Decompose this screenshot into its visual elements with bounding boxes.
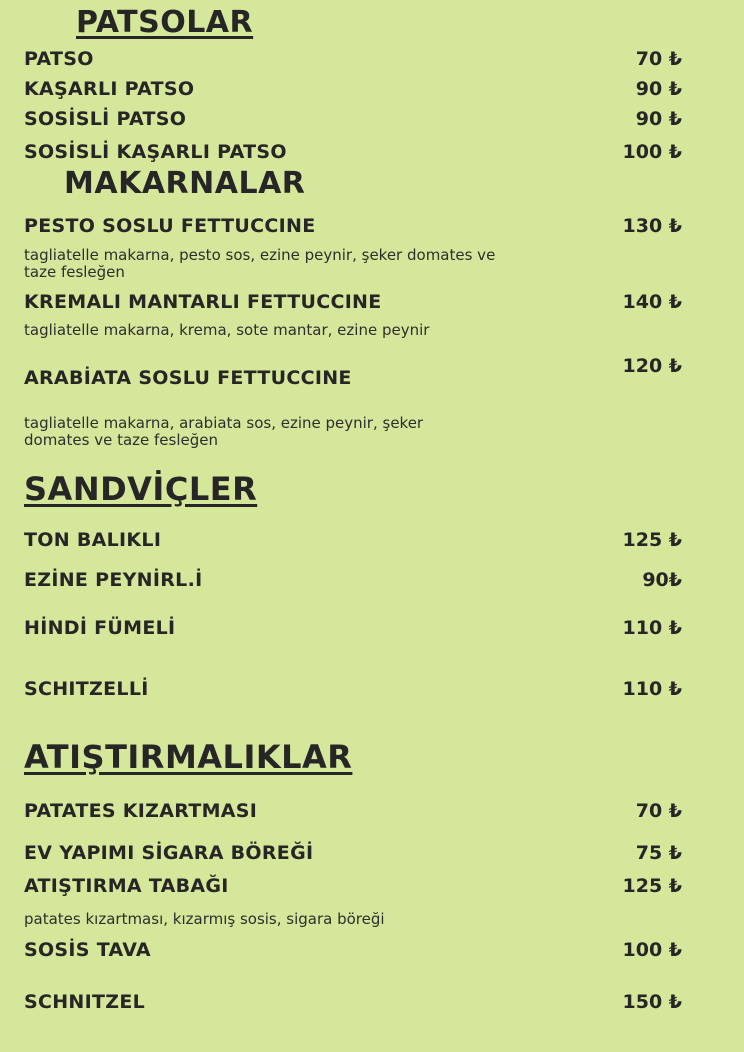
- section-title-makarnalar: MAKARNALAR: [64, 166, 306, 201]
- menu-item-price: 70 ₺: [635, 800, 682, 822]
- menu-item-description: tagliatelle makarna, pesto sos, ezine peynir, şeker domates ve taze fesleğen: [24, 246, 496, 281]
- menu-item-name: KREMALI MANTARLI FETTUCCINE: [24, 291, 382, 313]
- section-title-patsolar: PATSOLAR: [76, 5, 254, 40]
- menu-item-name: TON BALIKLI: [24, 529, 162, 551]
- menu-item-name: SOSİSLİ PATSO: [24, 108, 187, 130]
- menu-item-name: ARABİATA SOSLU FETTUCCINE: [24, 367, 352, 389]
- menu-item-price: 90 ₺: [635, 78, 682, 100]
- menu-item-name: PATATES KIZARTMASI: [24, 800, 258, 822]
- menu-item-price: 140 ₺: [622, 291, 682, 313]
- menu-item-name: SCHITZELLİ: [24, 678, 149, 700]
- menu-item-name: SCHNITZEL: [24, 991, 146, 1013]
- menu-item-name: SOSİS TAVA: [24, 939, 151, 961]
- menu-item-price: 70 ₺: [635, 48, 682, 70]
- menu-item-name: KAŞARLI PATSO: [24, 78, 195, 100]
- section-title-sandvicler: SANDVİÇLER: [24, 470, 258, 508]
- menu-item-price: 100 ₺: [622, 939, 682, 961]
- menu-item-name: PATSO: [24, 48, 94, 70]
- menu-item-price: 125 ₺: [622, 875, 682, 897]
- menu-item-price: 130 ₺: [622, 215, 682, 237]
- menu-item-name: ATIŞTIRMA TABAĞI: [24, 875, 229, 897]
- menu-item-name: PESTO SOSLU FETTUCCINE: [24, 215, 316, 237]
- menu-item-price: 90 ₺: [635, 108, 682, 130]
- menu-item-name: SOSİSLİ KAŞARLI PATSO: [24, 141, 287, 163]
- menu-item-price: 150 ₺: [622, 991, 682, 1013]
- menu-item-name: EZİNE PEYNİRL.İ: [24, 569, 203, 591]
- menu-item-price: 90₺: [642, 569, 682, 591]
- menu-item-description: tagliatelle makarna, arabiata sos, ezine peynir, şeker domates ve taze fesleğen: [24, 414, 424, 449]
- menu-item-price: 110 ₺: [622, 617, 682, 639]
- menu-item-price: 100 ₺: [622, 141, 682, 163]
- menu-item-price: 120 ₺: [622, 355, 682, 377]
- menu-item-description: patates kızartması, kızarmış sosis, sigara böreği: [24, 910, 385, 928]
- menu-item-name: EV YAPIMI SİGARA BÖREĞİ: [24, 842, 314, 864]
- menu-item-price: 110 ₺: [622, 678, 682, 700]
- menu-item-name: HİNDİ FÜMELİ: [24, 617, 176, 639]
- menu-item-description: tagliatelle makarna, krema, sote mantar, ezine peynir: [24, 321, 430, 339]
- section-title-atistirmaliklar: ATIŞTIRMALIKLAR: [24, 738, 353, 776]
- menu-item-price: 75 ₺: [635, 842, 682, 864]
- menu-item-price: 125 ₺: [622, 529, 682, 551]
